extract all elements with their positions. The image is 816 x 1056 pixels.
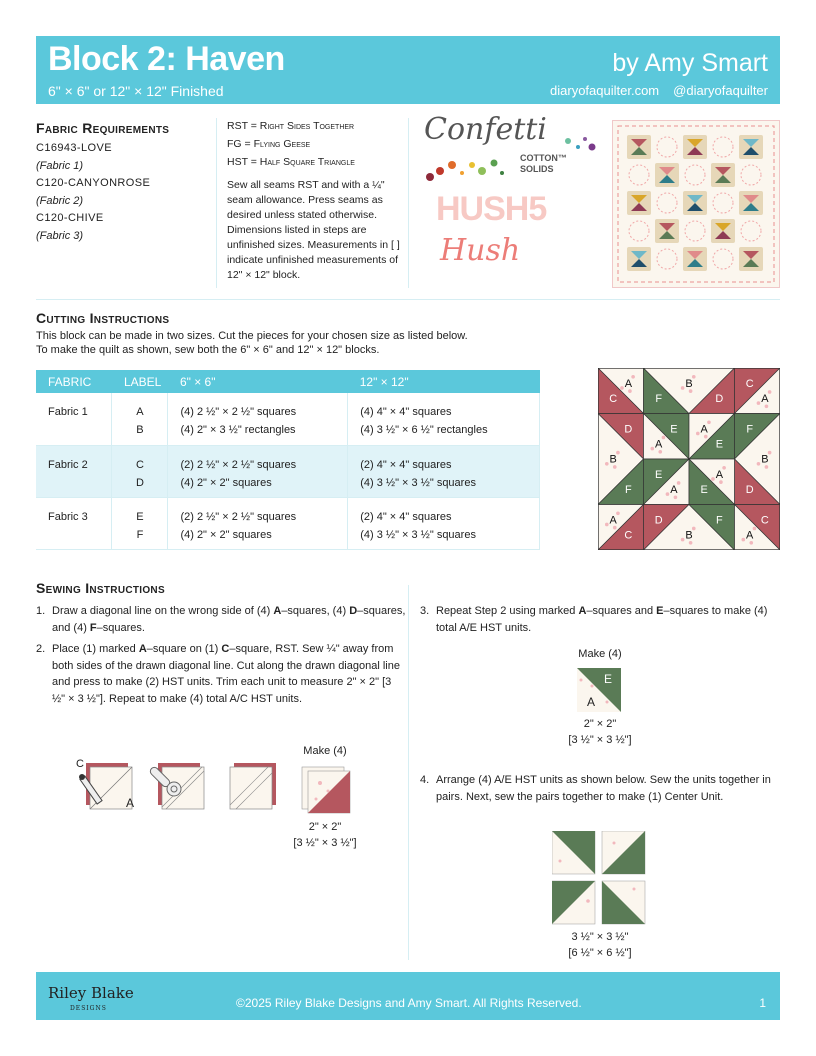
abbreviation: RST = Right Sides Together [227, 120, 355, 132]
piece-label [701, 423, 709, 435]
social-handle[interactable]: @diaryofaquilter [673, 83, 768, 98]
divider [36, 299, 780, 300]
abbreviation: FG = Flying Geese [227, 138, 311, 150]
label-a: A [126, 796, 135, 810]
piece-label [761, 454, 768, 466]
cutting-intro-1: This block can be made in two sizes. Cut the pieces for your chosen size as listed below. [36, 330, 468, 342]
piece-label [716, 514, 723, 526]
piece-label [701, 484, 708, 496]
piece-label [655, 438, 663, 450]
fabric-label: (Fabric 1) [36, 159, 84, 172]
unit-size-large: [3 ½" × 3 ½"] [293, 837, 357, 849]
label-a: A [587, 695, 596, 709]
piece-label [625, 378, 633, 390]
piece-label [685, 529, 692, 541]
fabric-cell: Fabric 3 [36, 497, 112, 549]
piece-label [761, 393, 769, 405]
piece-label [685, 378, 692, 390]
cutting-heading: Cutting Instructions [36, 310, 170, 326]
label-c: C [76, 758, 84, 770]
piece-label [746, 484, 754, 496]
fabric-requirements-heading: Fabric Requirements [36, 120, 170, 136]
make-count: Make (4) [303, 745, 347, 757]
sewing-step-1: 1. Draw a diagonal line on the wrong side of (4) A–squares, (4) D–squares, and (4) F–squares. [36, 605, 406, 634]
piece-label [625, 484, 632, 496]
fabric-code: C16943-LOVE [36, 142, 112, 154]
website-link[interactable]: diaryofaquilter.com [550, 83, 660, 98]
unit-size: 3 ½" × 3 ½" [571, 931, 629, 943]
ae-hst-unit [577, 668, 622, 713]
notes: Sew all seams RST and with a ¼" seam allowance. Press seams as desired unless stated otherwise. Dimensions listed in steps are unfinished sizes. Measurements in [ ] indicate unfinished measurements of 12" × 12" block. [227, 179, 400, 281]
label-e: E [604, 672, 613, 686]
divider [216, 118, 217, 288]
page-title: Block 2: Haven [48, 40, 285, 78]
piece-label [670, 484, 678, 496]
labels-cell: C D [112, 445, 168, 497]
riley-blake-logo: Riley Blake [48, 984, 134, 1002]
cutting-intro-2: To make the quilt as shown, sew both the 6" × 6" and 12" × 12" blocks. [36, 344, 380, 356]
cutting-table [36, 370, 540, 550]
fabric-label: (Fabric 2) [36, 194, 84, 207]
large-cell: (2) 4" × 4" squares (4) 3 ½" × 3 ½" squares [348, 497, 540, 549]
piece-label [655, 469, 662, 481]
divider [408, 585, 409, 960]
piece-label [624, 529, 632, 541]
center-unit-illustration [552, 831, 648, 927]
confetti-logo: Confetti COTTON™ SOLIDS [420, 113, 600, 183]
sewing-step-2: 2. Place (1) marked A–square on (1) C–square, RST. Sew ¼" away from both sides of the drawn diagonal line. Cut along the drawn diagonal line and press to make (2) HST units. Trim each unit to measure 2" × 2" [3 ½" × 3 ½"]. Repeat to make (4) total A/C HST units. [36, 643, 400, 705]
table-row [36, 393, 540, 445]
author: by Amy Smart [612, 49, 768, 77]
piece-label [655, 514, 663, 526]
column-header: 6" × 6" [168, 370, 348, 393]
hush-logo: HUSH5 Hush [436, 190, 547, 268]
sewing-heading: Sewing Instructions [36, 580, 165, 596]
cutting-instructions [36, 310, 556, 357]
quilt-preview-image [612, 120, 780, 288]
page-number: 1 [759, 996, 766, 1010]
author-links [536, 83, 768, 98]
table-row [36, 497, 540, 549]
fabric-label: (Fabric 3) [36, 229, 84, 242]
piece-label [624, 423, 632, 435]
sewing-step-3: 3. Repeat Step 2 using marked A–squares and E–squares to make (4) total A/E HST units. [420, 605, 768, 634]
small-cell: (4) 2 ½" × 2 ½" squares (4) 2" × 3 ½" rectangles [168, 393, 348, 445]
piece-label [746, 423, 753, 435]
small-cell: (2) 2 ½" × 2 ½" squares (4) 2" × 2" squares [168, 497, 348, 549]
piece-label [716, 469, 724, 481]
fabric-requirements [36, 120, 211, 245]
page-subtitle: 6" × 6" or 12" × 12" Finished [48, 83, 224, 99]
unit-size: 2" × 2" [308, 821, 342, 833]
labels-cell: E F [112, 497, 168, 549]
piece-label [716, 438, 723, 450]
fabric-code: C120-CHIVE [36, 212, 104, 224]
piece-label [746, 529, 754, 541]
fabric-code: C120-CANYONROSE [36, 177, 151, 189]
piece-label [761, 514, 769, 526]
piece-label [610, 454, 617, 466]
large-cell: (2) 4" × 4" squares (4) 3 ½" × 3 ½" squares [348, 445, 540, 497]
abbreviation: HST = Half Square Triangle [227, 156, 355, 168]
unit-size: 2" × 2" [583, 718, 617, 730]
large-cell: (4) 4" × 4" squares (4) 3 ½" × 6 ½" rectangles [348, 393, 540, 445]
small-cell: (2) 2 ½" × 2 ½" squares (4) 2" × 2" squares [168, 445, 348, 497]
make-count: Make (4) [578, 648, 622, 660]
labels-cell: A B [112, 393, 168, 445]
copyright: ©2025 Riley Blake Designs and Amy Smart. All Rights Reserved. [236, 996, 582, 1010]
piece-label [610, 514, 618, 526]
confetti-dots [420, 135, 600, 183]
footer: Riley Blake DESIGNS ©2025 Riley Blake Designs and Amy Smart. All Rights Reserved. 1 [36, 972, 780, 1020]
sewing-step-4: 4. Arrange (4) A/E HST units as shown below. Sew the units together in pairs. Next, sew the pairs together to make (1) Center Unit. [420, 774, 771, 803]
fabric-cell: Fabric 1 [36, 393, 112, 445]
piece-label [715, 393, 723, 405]
column-header: FABRIC [36, 370, 112, 393]
piece-label [670, 423, 677, 435]
unit-size-large: [3 ½" × 3 ½"] [568, 734, 632, 746]
piece-label [746, 378, 754, 390]
divider [408, 118, 409, 288]
column-header: LABEL [112, 370, 168, 393]
abbreviations [227, 117, 402, 283]
unit-size-large: [6 ½" × 6 ½"] [568, 947, 632, 959]
piece-label [655, 393, 662, 405]
header-banner [36, 36, 780, 104]
piece-label [609, 393, 617, 405]
table-row [36, 445, 540, 497]
column-header: 12" × 12" [348, 370, 540, 393]
block-diagram [598, 368, 780, 550]
fabric-cell: Fabric 2 [36, 445, 112, 497]
